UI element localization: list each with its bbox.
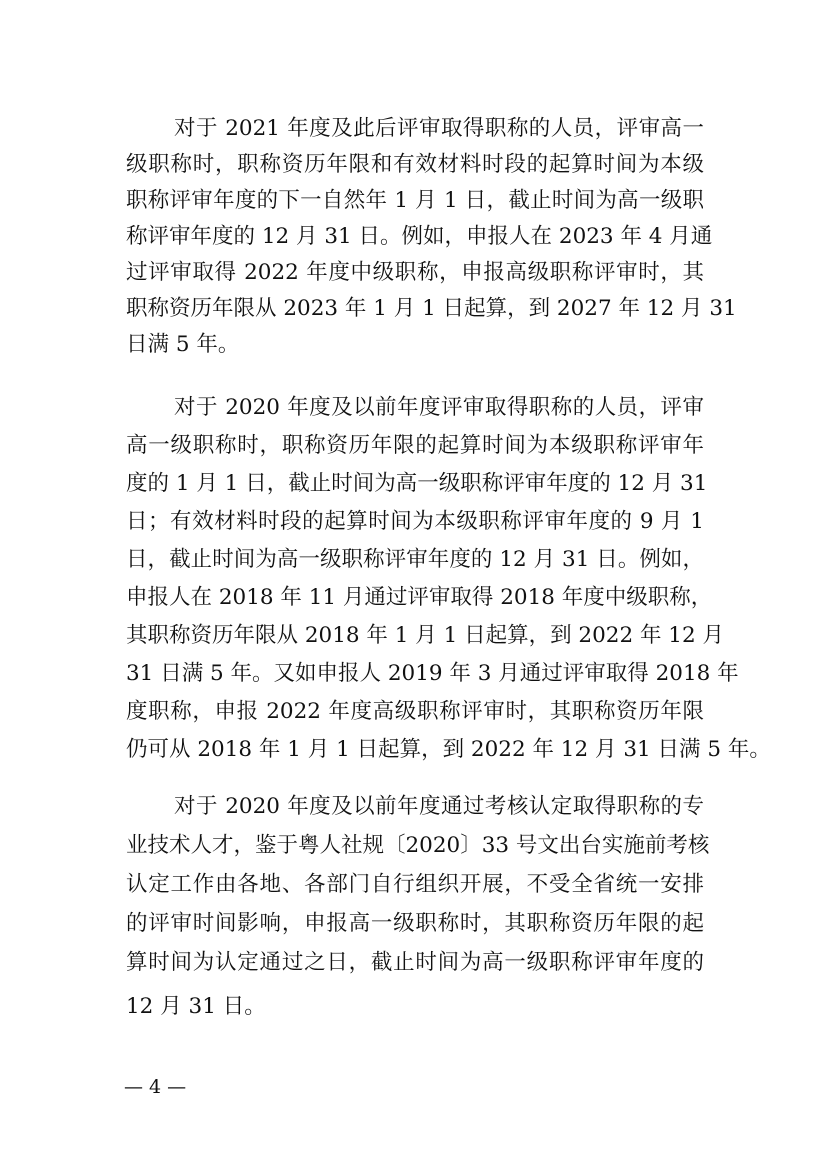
text-line: 对于 2021 年度及此后评审取得职称的人员，评审高一 bbox=[174, 116, 704, 141]
text-line: 对于 2020 年度及以前年度评审取得职称的人员，评审 bbox=[174, 395, 704, 420]
text-line: 12 月 31 日。 bbox=[126, 994, 266, 1019]
text-line: 申报人在 2018 年 11 月通过评审取得 2018 年度中级职称， bbox=[126, 585, 713, 610]
text-line: 业技术人才，鉴于粤人社规〔2020〕33 号文出台实施前考核 bbox=[126, 833, 710, 858]
text-line: 日；有效材料时段的起算时间为本级职称评审年度的 9 月 1 bbox=[126, 509, 704, 534]
text-line: 级职称时，职称资历年限和有效材料时段的起算时间为本级 bbox=[126, 152, 704, 177]
text-line: 对于 2020 年度及以前年度通过考核认定取得职称的专 bbox=[174, 794, 704, 819]
page-number: — 4 — bbox=[124, 1076, 187, 1098]
text-line: 的评审时间影响，申报高一级职称时，其职称资历年限的起 bbox=[126, 911, 704, 936]
text-line: 称评审年度的 12 月 31 日。例如，申报人在 2023 年 4 月通 bbox=[126, 224, 713, 249]
text-line: 算时间为认定通过之日，截止时间为高一级职称评审年度的 bbox=[126, 950, 704, 975]
text-line: 日，截止时间为高一级职称评审年度的 12 月 31 日。例如， bbox=[126, 547, 704, 572]
text-line: 其职称资历年限从 2018 年 1 月 1 日起算，到 2022 年 12 月 bbox=[126, 623, 724, 648]
text-line: 过评审取得 2022 年度中级职称，申报高级职称评审时，其 bbox=[126, 260, 704, 285]
text-line: 认定工作由各地、各部门自行组织开展，不受全省统一安排 bbox=[126, 872, 704, 897]
text-line: 仍可从 2018 年 1 月 1 日起算，到 2022 年 12 月 31 日满 5 年。 bbox=[126, 737, 771, 762]
text-line: 职称评审年度的下一自然年 1 月 1 日，截止时间为高一级职 bbox=[126, 188, 704, 213]
text-line: 度的 1 月 1 日，截止时间为高一级职称评审年度的 12 月 31 bbox=[126, 471, 708, 496]
text-line: 职称资历年限从 2023 年 1 月 1 日起算，到 2027 年 12 月 31 bbox=[126, 296, 737, 321]
text-line: 度职称，申报 2022 年度高级职称评审时，其职称资历年限 bbox=[126, 699, 704, 724]
text-line: 日满 5 年。 bbox=[126, 332, 240, 357]
text-line: 31 日满 5 年。又如申报人 2019 年 3 月通过评审取得 2018 年 bbox=[126, 661, 739, 686]
text-line: 高一级职称时，职称资历年限的起算时间为本级职称评审年 bbox=[126, 433, 704, 458]
